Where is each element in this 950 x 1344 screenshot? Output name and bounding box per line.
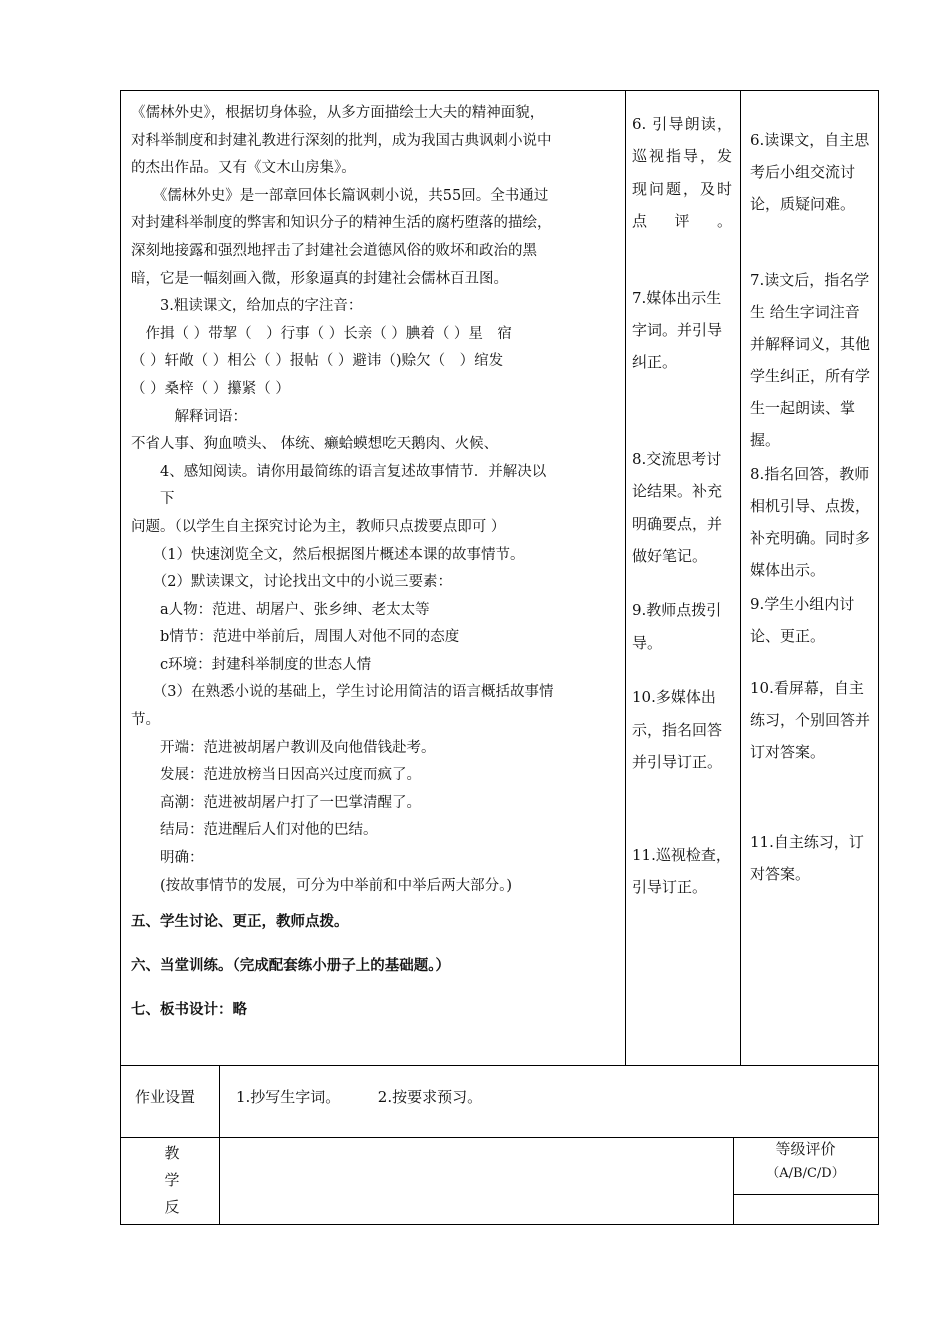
column-divider-1 — [625, 90, 626, 1065]
section-heading-discussion: 五、学生讨论、更正，教师点拨。 — [131, 914, 349, 931]
lesson-content — [131, 100, 619, 1032]
lesson-line: (按故事情节的发展，可分为中举前和中举后两大部分。) — [131, 877, 513, 894]
lesson-line: 暗，它是一幅刻画入微，形象逼真的封建社会儒林百丑图。 — [131, 270, 508, 287]
table-top-border — [120, 90, 879, 91]
column-divider-2 — [740, 90, 741, 1065]
table-left-border — [120, 90, 121, 1225]
student-item: 6.读课文，自主思考后小组交流讨论，质疑问难。 — [750, 131, 870, 213]
lesson-line: （3）在熟悉小说的基础上，学生讨论用简洁的语言概括故事情 — [131, 684, 554, 701]
section-heading-practice: 六、当堂训练。（完成配套练小册子上的基础题。） — [131, 958, 450, 975]
reflection-label-char: 反 — [164, 1198, 180, 1216]
teacher-item: 6. 引导朗读，巡视指导，发现问题，及时点评。 — [632, 115, 732, 231]
lesson-line: 《儒林外史》是一部章回体长篇讽刺小说，共55回。全书通过 — [131, 187, 549, 204]
reflection-label-char: 学 — [164, 1171, 180, 1189]
grade-label: 等级评价 — [775, 1140, 836, 1158]
plot-line-opening: 开端：范进被胡屠户教训及向他借钱赴考。 — [131, 739, 436, 756]
plot-line-ending: 结局：范进醒后人们对他的巴结。 — [131, 822, 378, 839]
reflection-label — [160, 1140, 184, 1221]
lesson-line: 对封建科举制度的弊害和知识分子的精神生活的腐朽堕落的描绘， — [131, 215, 552, 232]
reflection-label-char: 教 — [164, 1144, 180, 1162]
teacher-item: 10.多媒体出示，指名回答并引导订正。 — [632, 688, 723, 772]
lesson-line: 4、感知阅读。请你用最简练的语言复述故事情节．并解决以 — [131, 463, 547, 480]
lesson-line: 《儒林外史》，根据切身体验，从多方面描绘士大夫的精神面貌， — [131, 105, 545, 121]
pinyin-exercise-line: （ ）桑梓（ ）攥紧（ ） — [131, 380, 290, 397]
section-heading-board-design: 七、板书设计：略 — [131, 1002, 247, 1019]
teacher-item: 11.巡视检查，引导订正。 — [632, 845, 731, 896]
lesson-line: b情节：范进中举前后，周围人对他不同的态度 — [131, 629, 460, 646]
plot-line-development: 发展：范进放榜当日因高兴过度而疯了。 — [131, 767, 421, 784]
lesson-line: 问题。（以学生自主探究讨论为主，教师只点拨要点即可 ） — [131, 518, 506, 535]
homework-label: 作业设置 — [135, 1088, 196, 1106]
student-item: 10.看屏幕，自主练习，个别回答并订对答案。 — [750, 679, 871, 761]
table-bottom-border — [120, 1224, 879, 1225]
lesson-line: 深刻地接露和强烈地抨击了封建社会道德风俗的败坏和政治的黑 — [131, 242, 537, 259]
student-item: 7.读文后，指名学生 给生字词注音并解释词义，其他学生纠正，所有学生一起朗读、掌握。 — [750, 271, 871, 449]
lesson-line: 明确： — [131, 850, 204, 867]
grade-inner-divider — [733, 1194, 879, 1195]
lesson-line: a人物：范进、胡屠户、张乡绅、老太太等 — [131, 601, 430, 618]
teacher-item: 9.教师点拨引导。 — [632, 601, 722, 652]
plot-line-climax: 高潮：范进被胡屠户打了一巴掌清醒了。 — [131, 794, 421, 811]
lesson-line: 节。 — [131, 712, 160, 729]
grade-options: （A/B/C/D） — [766, 1166, 845, 1181]
teacher-item: 8.交流思考讨论结果。补充明确要点，并做好笔记。 — [632, 449, 723, 566]
pinyin-exercise-line: （ ）轩敞（ ）相公（ ）报帖（ ）避讳（)赊欠（ ）绾发 — [131, 353, 504, 370]
lesson-line: 解释词语： — [131, 408, 247, 425]
student-item: 8.指名回答，教师相机引导、点拨，补充明确。同时多媒体出示。 — [750, 465, 871, 579]
lesson-line: （1）快速浏览全文，然后根据图片概述本课的故事情节。 — [131, 546, 525, 563]
lesson-line: （2）默读课文，讨论找出文中的小说三要素： — [131, 574, 452, 591]
teacher-item: 7.媒体出示生字词。并引导纠正。 — [632, 288, 723, 372]
lesson-line: 下 — [131, 491, 175, 508]
lesson-line: 3.粗读课文，给加点的字注音： — [131, 298, 363, 315]
student-item: 11.自主练习，订对答案。 — [750, 833, 864, 883]
pinyin-exercise-line: 作揖（ ）带挈（ ）行事（ ）长亲（ ）腆着（ ）星 宿 — [131, 325, 512, 342]
homework-label-divider — [219, 1065, 220, 1225]
homework-content: 1.抄写生字词。 2.按要求预习。 — [236, 1088, 483, 1106]
lesson-line: 对科举制度和封建礼教进行深刻的批判，成为我国古典讽刺小说中 — [131, 132, 552, 149]
lesson-line: c环境：封建科举制度的世态人情 — [131, 656, 372, 673]
row-divider-homework — [120, 1065, 879, 1066]
lesson-line: 的杰出作品。又有《文木山房集》。 — [131, 160, 356, 177]
student-activity-column — [750, 124, 872, 890]
table-right-border — [878, 90, 879, 1225]
vocabulary-line: 不省人事、狗血喷头、 体统、癞蛤蟆想吃天鹅肉、火候、 — [131, 436, 499, 453]
teacher-activity-column — [632, 108, 732, 903]
student-item: 9.学生小组内讨论、更正。 — [750, 595, 855, 645]
